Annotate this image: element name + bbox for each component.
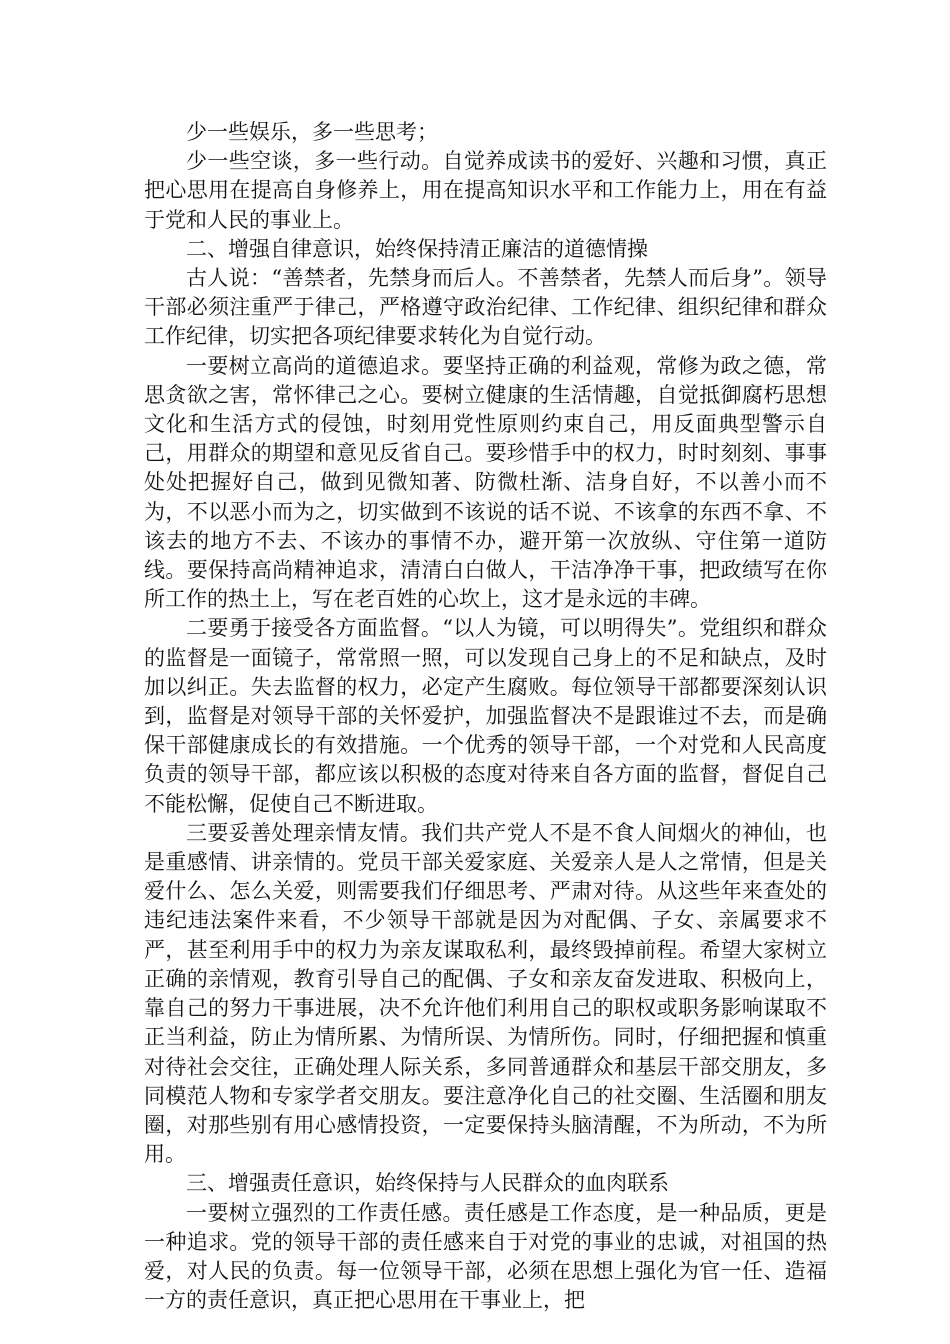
paragraph-5: 二要勇于接受各方面监督。“以人为镜，可以明得失”。党组织和群众的监督是一面镜子，常常照一照，可以发现自己身上的不足和缺点，及时加以纠正。失去监督的权力，必定产生腐败。每位领导干部都要深刻认识到，监督是对领导干部的关怀爱护，加强监督决不是跟谁过不去，而是确保干部健康成长的有效措施。一个优秀的领导干部，一个对党和人民高度负责的领导干部，都应该以积极的态度对待来自各方面的监督，督促自己不能松懈，促使自己不断进取。: [144, 616, 827, 816]
paragraph-1: 少一些娱乐，多一些思考；: [186, 120, 438, 144]
section-heading-3: 三、增强责任意识，始终保持与人民群众的血肉联系: [186, 1171, 669, 1196]
paragraph-6: 三要妥善处理亲情友情。我们共产党人不是不食人间烟火的神仙，也是重感情、讲亲情的。党员干部关爱家庭、关爱亲人是人之常情，但是关爱什么、怎么关爱，则需要我们仔细思考、严肃对待。从这些年来查处的违纪违法案件来看，不少领导干部就是因为对配偶、子女、亲属要求不严，甚至利用手中的权力为亲友谋取私利，最终毁掉前程。希望大家树立正确的亲情观，教育引导自己的配偶、子女和亲友奋发进取、积极向上，靠自己的努力干事进展，决不允许他们利用自己的职权或职务影响谋取不正当利益，防止为情所累、为情所误、为情所伤。同时，仔细把握和慎重对待社会交往，正确处理人际关系，多同普通群众和基层干部交朋友，多同模范人物和专家学者交朋友。要注意净化自己的社交圈、生活圈和朋友圈，对那些别有用心感情投资，一定要保持头脑清醒，不为所动，不为所用。: [144, 820, 827, 1167]
document-page: [144, 118, 827, 1315]
paragraph-4: 一要树立高尚的道德追求。要坚持正确的利益观，常修为政之德，常思贪欲之害，常怀律己之心。要树立健康的生活情趣，自觉抵御腐朽思想文化和生活方式的侵蚀，时刻用党性原则约束自己，用反面典型警示自己，用群众的期望和意见反省自己。要珍惜手中的权力，时时刻刻、事事处处把握好自己，做到见微知著、防微杜渐、洁身自好，不以善小而不为，不以恶小而为之，切实做到不该说的话不说、不该拿的东西不拿、不该去的地方不去、不该办的事情不办，避开第一次放纵、守住第一道防线。要保持高尚精神追求，清清白白做人，干洁净净干事，把政绩写在你所工作的热土上，写在老百姓的心坎上，这才是永远的丰碑。: [144, 353, 827, 612]
paragraph-2: 少一些空谈，多一些行动。自觉养成读书的爱好、兴趣和习惯，真正把心思用在提高自身修养上，用在提高知识水平和工作能力上，用在有益于党和人民的事业上。: [144, 149, 827, 232]
paragraph-7: 一要树立强烈的工作责任感。责任感是工作态度，是一种品质，更是一种追求。党的领导干部的责任感来自于对党的事业的忠诚，对祖国的热爱，对人民的负责。每一位领导干部，必须在思想上强化为官一任、造福一方的责任意识，真正把心思用在干事业上，把: [144, 1200, 827, 1313]
section-heading-2: 二、增强自律意识，始终保持清正廉洁的道德情操: [186, 236, 648, 261]
paragraph-3: 古人说：“善禁者，先禁身而后人。不善禁者，先禁人而后身”。领导干部必须注重严于律己，严格遵守政治纪律、工作纪律、组织纪律和群众工作纪律，切实把各项纪律要求转化为自觉行动。: [144, 266, 827, 349]
